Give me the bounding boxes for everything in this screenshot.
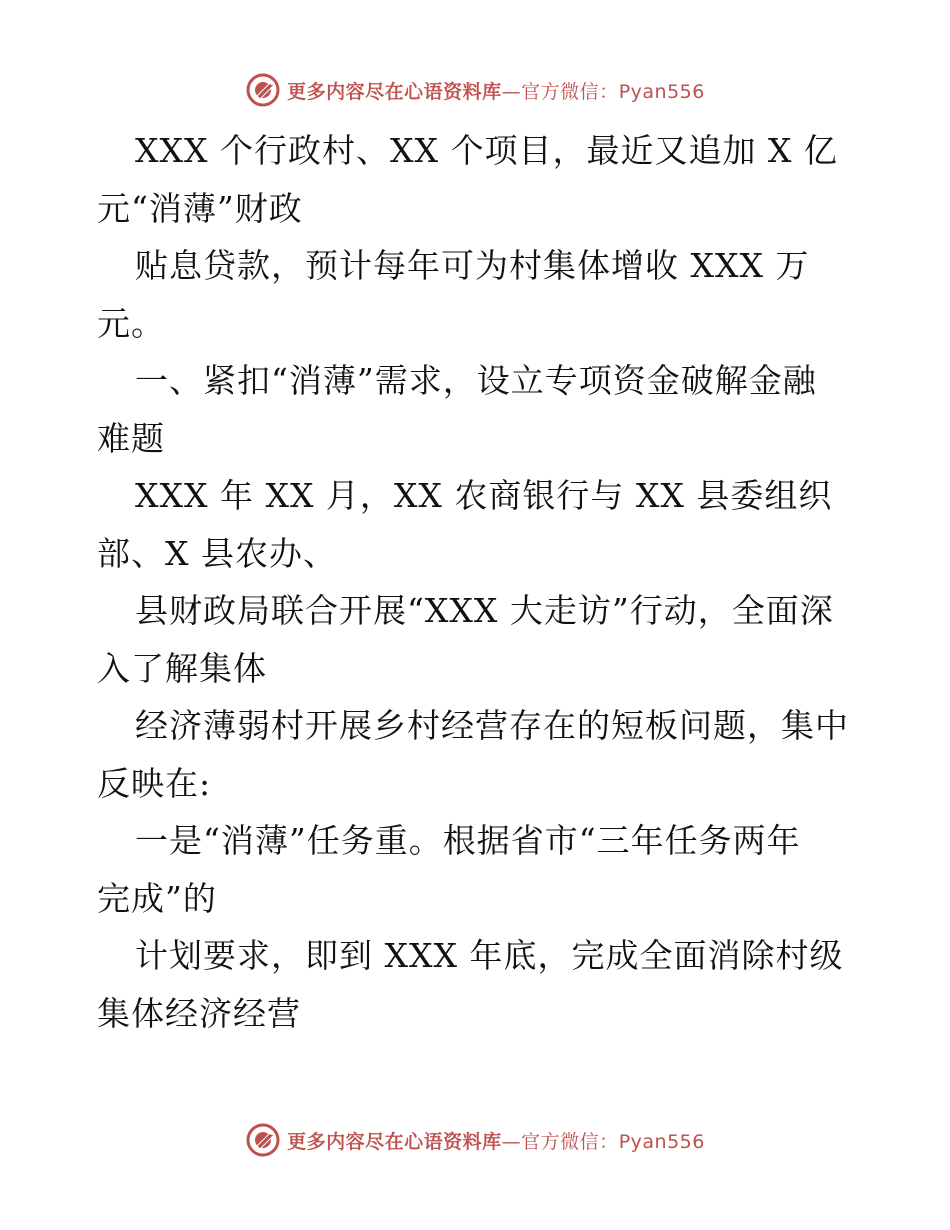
document-body xyxy=(97,122,857,1042)
footer-banner xyxy=(0,1120,950,1160)
section-heading-cont: 难题 xyxy=(97,418,165,458)
body-line: 计划要求，即到 XXX 年底，完成全面消除村级 xyxy=(135,936,844,975)
brand-logo-icon xyxy=(245,1122,281,1158)
body-line: 集体经济经营 xyxy=(97,993,301,1033)
header-wechat-label: 官方微信： xyxy=(521,80,619,103)
footer-banner-text xyxy=(287,1127,705,1154)
brand-logo-icon xyxy=(245,72,281,108)
body-line: 县财政局联合开展“XXX 大走访”行动，全面深 xyxy=(135,591,834,630)
body-line: 完成”的 xyxy=(97,878,217,918)
header-wechat-id: Pyan556 xyxy=(618,80,705,103)
body-line: 元。 xyxy=(97,303,165,343)
body-line: XXX 个行政村、XX 个项目，最近又追加 X 亿 xyxy=(135,131,838,170)
body-line: 入了解集体 xyxy=(97,648,267,688)
body-line: 元“消薄”财政 xyxy=(97,188,303,228)
section-heading: 一、紧扣“消薄”需求，设立专项资金破解金融 xyxy=(135,361,817,400)
body-line: 部、X 县农办、 xyxy=(97,533,337,573)
body-line: XXX 年 XX 月，XX 农商银行与 XX 县委组织 xyxy=(135,476,833,515)
footer-wechat-id: Pyan556 xyxy=(618,1130,705,1153)
header-banner-text xyxy=(287,77,705,104)
header-slogan: 更多内容尽在心语资料库 xyxy=(287,80,502,103)
body-line: 反映在: xyxy=(97,763,212,803)
body-line: 贴息贷款，预计每年可为村集体增收 XXX 万 xyxy=(135,246,810,285)
footer-separator: — xyxy=(501,1130,522,1153)
body-line: 经济薄弱村开展乡村经营存在的短板问题，集中 xyxy=(135,706,849,745)
footer-slogan: 更多内容尽在心语资料库 xyxy=(287,1130,502,1153)
body-line: 一是“消薄”任务重。根据省市“三年任务两年 xyxy=(135,821,801,860)
footer-wechat-label: 官方微信： xyxy=(521,1130,619,1153)
header-separator: — xyxy=(501,80,522,103)
header-banner xyxy=(0,70,950,110)
